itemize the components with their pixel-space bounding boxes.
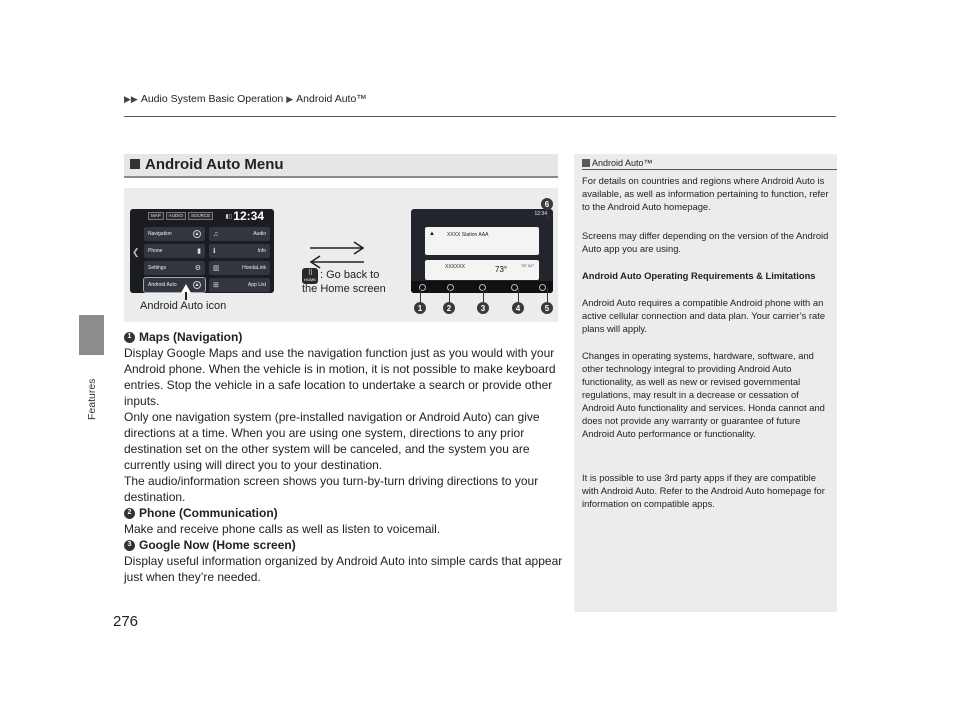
callout-leader [518, 288, 519, 302]
link-icon: ▥ [213, 265, 220, 272]
pointer-line [185, 292, 187, 300]
item-heading-phone: 2 Phone (Communication) [124, 505, 564, 521]
home-button-icon: ⠿ HOME [304, 270, 316, 282]
tile-phone: Phone ▮ [144, 244, 205, 258]
navigation-card [425, 227, 539, 255]
sidebar-title: Android Auto™ [582, 158, 653, 168]
audio-screen-menu-grid [144, 227, 270, 292]
callout-leader [449, 288, 450, 302]
callout-5: 5 [541, 302, 553, 314]
callout-1: 1 [414, 302, 426, 314]
section-title-text: Android Auto Menu [145, 156, 284, 173]
square-bullet-icon [130, 159, 140, 169]
sidebar-paragraph: For details on countries and regions where Android Auto is available, as well as information pertaining to function, refer to the Android Auto homepage. [582, 175, 829, 212]
callout-6: 6 [541, 198, 553, 210]
body-paragraph: Make and receive phone calls as well as listen to voicemail. [124, 522, 441, 536]
tile-info: ℹ Info [209, 244, 270, 258]
tile-hondalink: ▥ HondaLink [209, 261, 270, 275]
chip-source: SOURCE [188, 212, 213, 220]
android-auto-icon-label: Android Auto icon [140, 300, 227, 312]
breadcrumb-item-1[interactable]: Audio System Basic Operation [140, 93, 284, 105]
chip-map: MAP [148, 212, 164, 220]
callout-leader [420, 288, 421, 302]
callout-leader [547, 210, 548, 220]
home-caption-line1: : Go back to [320, 269, 380, 281]
music-note-icon: ♫ [213, 230, 219, 238]
body-paragraph: Display useful information organized by Android Auto into simple cards that appear just when they’re needed. [124, 554, 563, 584]
compass-icon: ▲ [194, 231, 200, 237]
number-badge-2: 2 [124, 508, 135, 519]
callout-leader [547, 288, 548, 302]
body-paragraph: The audio/information screen shows you turn-by-turn driving directions to your destination. [124, 474, 539, 504]
headphones-icon [511, 284, 518, 291]
callout-leader [483, 288, 484, 302]
info-icon: ℹ [213, 248, 216, 255]
body-paragraph: Only one navigation system (pre-installed navigation or Android Auto) can give directions at a time. When you are using one system, directions to any prior destination set on the other system will be canceled, and the system you are currently using will direct you to your destination. [124, 410, 540, 472]
station-card-text: XXXX Station AAA [447, 232, 489, 238]
audio-screen-clock: 12:34 [233, 209, 264, 223]
note-icon [582, 159, 590, 167]
sidebar-subheading: Android Auto Operating Requirements & Limitations [582, 270, 816, 281]
number-badge-1: 1 [124, 332, 135, 343]
tile-navigation: Navigation ▲ [144, 227, 205, 241]
audio-screen-topbar [148, 212, 213, 220]
side-section-label: Features [86, 378, 98, 420]
tile-settings: Settings ⚙ [144, 261, 205, 275]
breadcrumb-item-2[interactable]: Android Auto™ [296, 93, 367, 105]
home-caption-line2: the Home screen [302, 283, 386, 295]
weather-card-text: XXXXXX [445, 264, 466, 270]
android-auto-screen-illustration [411, 209, 553, 293]
android-auto-figure [124, 188, 558, 322]
phone-icon: ▮ [197, 248, 201, 255]
main-body-text [124, 329, 564, 585]
callout-4: 4 [512, 302, 524, 314]
android-auto-icon: ▲ [194, 282, 200, 288]
tile-android-auto: Android Auto ▲ [144, 278, 205, 292]
grid-icon: ⊞ [213, 282, 219, 289]
sidebar-rule [582, 169, 837, 170]
callout-2: 2 [443, 302, 455, 314]
page-number: 276 [113, 613, 139, 630]
sidebar-paragraph: Changes in operating systems, hardware, software, and other technology integral to providing Android Auto functionality, as well as new or revised governmental regulations, may result in a decrease or cessation of Android Auto functionality and services. Honda cannot and does not provide any warranty or guarantee of future Android Auto performance or functionality. [582, 350, 825, 439]
weather-card [425, 260, 539, 280]
signal-icon: ▮▯ [225, 214, 232, 220]
number-badge-3: 3 [124, 540, 135, 551]
sidebar-paragraph: It is possible to use 3rd party apps if they are compatible with Android Auto. Refer to the Android Auto homepage for information on compatible apps. [582, 472, 825, 509]
callout-3: 3 [477, 302, 489, 314]
section-title [124, 154, 558, 178]
android-auto-clock: 12:34 [534, 211, 547, 217]
side-tab-marker [79, 315, 104, 355]
header-rule [124, 116, 836, 117]
tile-audio: ♫ Audio [209, 227, 270, 241]
breadcrumb-arrow-icon: ▶▶ [124, 93, 138, 104]
sidebar-paragraph: Screens may differ depending on the version of the Android Auto app you are using. [582, 230, 829, 254]
body-paragraph: Display Google Maps and use the navigation function just as you would with your Android phone. When the vehicle is in motion, it is not possible to make keyboard entries. Stop the vehicle in a safe location to undertake a search or provide other inputs. [124, 346, 556, 408]
swap-arrows-svg [308, 240, 366, 270]
tile-app-list: ⊞ App List [209, 278, 270, 292]
sidebar-paragraph: Android Auto requires a compatible Android phone with an active cellular connection and data plan. Your carrier’s rate plans will apply. [582, 297, 826, 334]
weather-temp: 73° [495, 265, 508, 274]
navigation-arrow-icon: ▲ [429, 231, 435, 237]
android-auto-bottom-bar [411, 281, 553, 293]
item-heading-google-now: 3 Google Now (Home screen) [124, 537, 564, 553]
gear-icon: ⚙ [194, 265, 201, 272]
chevron-left-icon: ❮ [132, 247, 140, 257]
item-heading-maps: 1 Maps (Navigation) [124, 329, 564, 345]
chip-audio: AUDIO [166, 212, 186, 220]
breadcrumb [124, 93, 367, 105]
audio-screen-illustration [130, 209, 274, 293]
weather-range: 76° 62° [521, 263, 535, 268]
breadcrumb-arrow-icon: ▶ [286, 93, 294, 104]
exit-icon [539, 284, 546, 291]
